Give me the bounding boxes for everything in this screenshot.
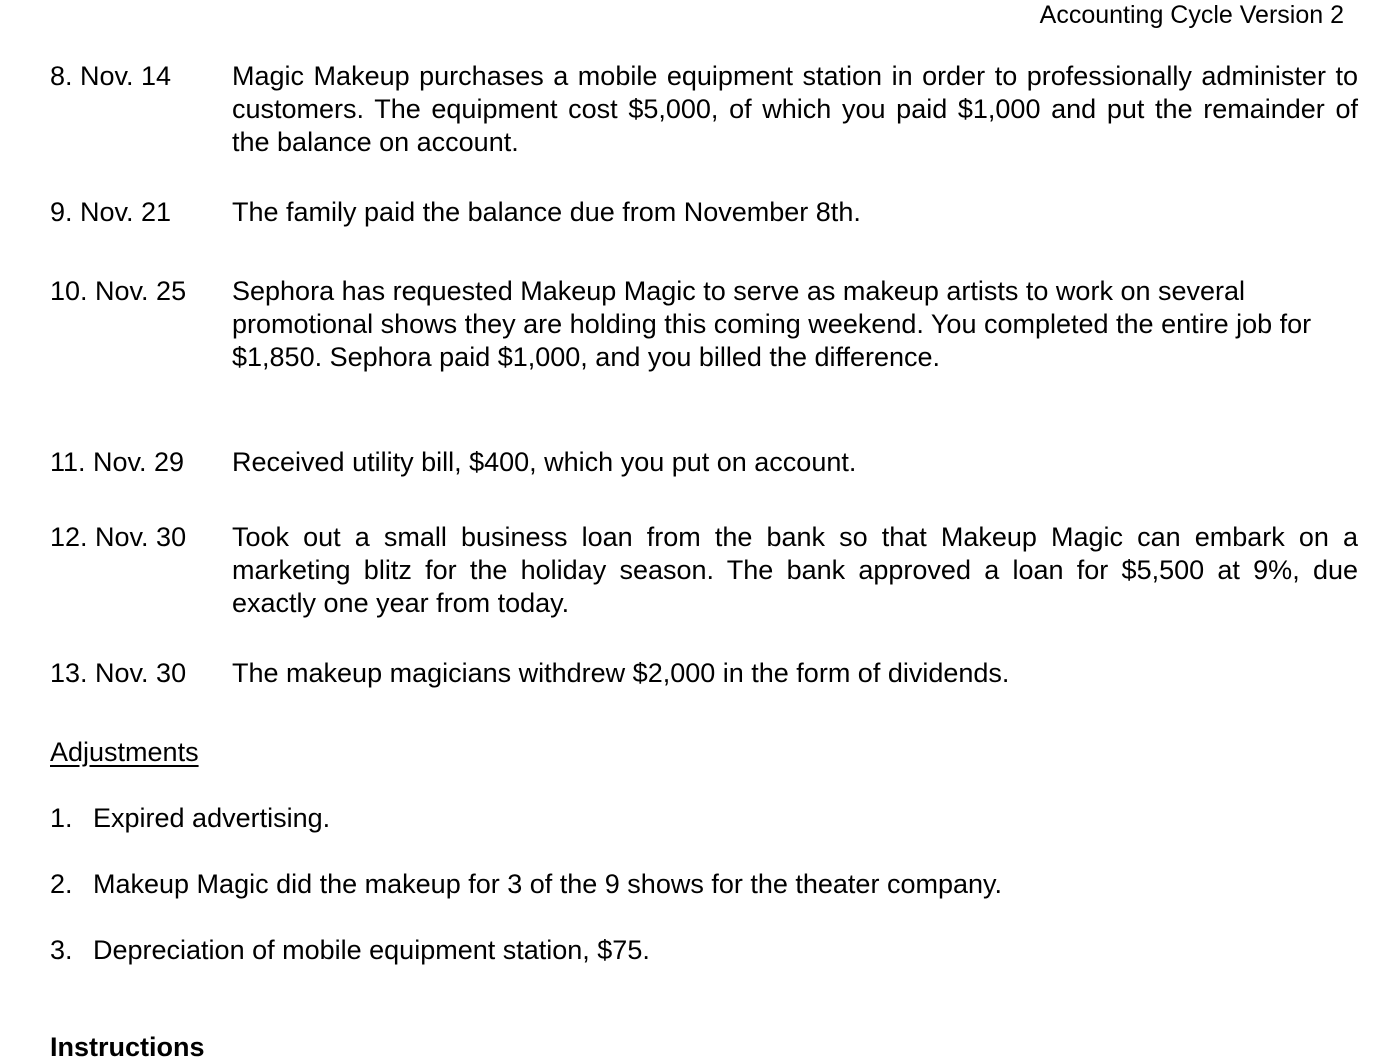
page-header-title: Accounting Cycle Version 2 xyxy=(1039,1,1344,29)
adjustments-heading: Adjustments xyxy=(50,737,199,767)
adjustment-number: 1. xyxy=(50,803,73,833)
adjustment-item xyxy=(50,802,330,835)
transaction-label: 8. Nov. 14 xyxy=(50,61,172,91)
transaction-label: 10. Nov. 25 xyxy=(50,276,187,306)
transaction-label: 9. Nov. 21 xyxy=(50,197,172,227)
adjustment-text: Makeup Magic did the makeup for 3 of the 9 shows for the theater company. xyxy=(93,869,1002,899)
transaction-description: Took out a small business loan from the bank so that Makeup Magic can embark on a marketing blitz for the holiday season. The bank approved a loan for $5,500 at 9%, due exactly one year from today. xyxy=(232,522,1358,618)
transaction-label: 11. Nov. 29 xyxy=(50,447,185,477)
transaction-description: The makeup magicians withdrew $2,000 in the form of dividends. xyxy=(232,658,1010,688)
transaction-description: Received utility bill, $400, which you put on account. xyxy=(232,447,857,477)
transaction-description: The family paid the balance due from November 8th. xyxy=(232,197,861,227)
adjustment-item xyxy=(50,934,650,967)
adjustment-text: Depreciation of mobile equipment station, $75. xyxy=(93,935,650,965)
instructions-heading: Instructions xyxy=(50,1032,205,1062)
transaction-description: Sephora has requested Makeup Magic to serve as makeup artists to work on several promotional shows they are holding this coming weekend. You completed the entire job for $1,850. Sephora paid $1,000, and you billed the difference. xyxy=(232,276,1312,372)
transaction-description: Magic Makeup purchases a mobile equipment station in order to professionally administer to customers. The equipment cost $5,000, of which you paid $1,000 and put the remainder of the balance on account. xyxy=(232,61,1358,157)
transaction-label: 12. Nov. 30 xyxy=(50,522,187,552)
transaction-label: 13. Nov. 30 xyxy=(50,658,187,688)
adjustment-item xyxy=(50,868,1002,901)
adjustment-number: 3. xyxy=(50,935,73,965)
adjustment-number: 2. xyxy=(50,869,73,899)
adjustment-text: Expired advertising. xyxy=(93,803,331,833)
